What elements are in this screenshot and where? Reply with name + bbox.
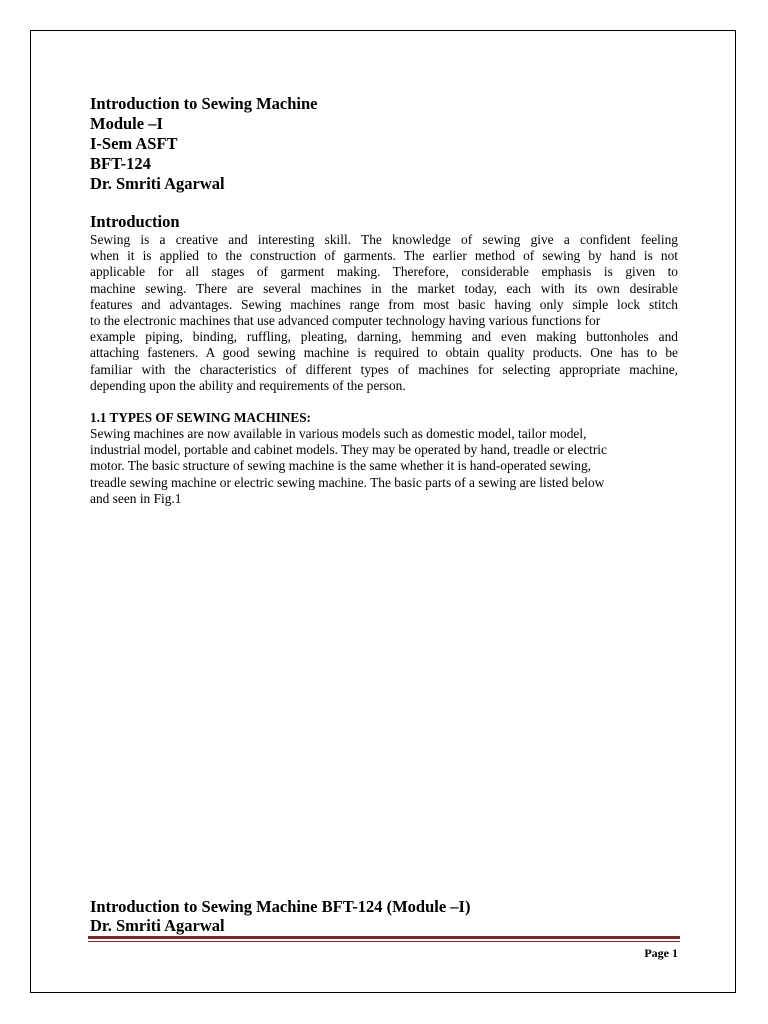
types-paragraph xyxy=(90,426,678,507)
footer-course-line: Introduction to Sewing Machine BFT-124 (Module –I) xyxy=(90,897,471,916)
paragraph-line: Sewing machines are now available in various models such as domestic model, tailor model, xyxy=(90,426,587,442)
document-title-block xyxy=(90,94,678,194)
paragraph-line: Sewing is a creative and interesting skill. The knowledge of sewing give a confident feeling xyxy=(90,232,678,247)
types-of-sewing-machines-heading: 1.1 TYPES OF SEWING MACHINES: xyxy=(90,410,311,426)
course-title: Introduction to Sewing Machine xyxy=(90,94,318,113)
footer-divider-thin xyxy=(88,941,680,942)
semester-label: I-Sem ASFT xyxy=(90,134,178,153)
paragraph-line: industrial model, portable and cabinet models. They may be operated by hand, treadle or electric xyxy=(90,442,607,458)
paragraph-line: machine sewing. There are several machines in the market today, each with its own desirable xyxy=(90,280,678,296)
paragraph-line: attaching fasteners. A good sewing machine is required to obtain quality products. One has to be xyxy=(90,345,678,361)
module-label: Module –I xyxy=(90,114,163,133)
page-number: Page 1 xyxy=(644,946,678,960)
paragraph-line: and seen in Fig.1 xyxy=(90,490,182,506)
paragraph-line: features and advantages. Sewing machines range from most basic having only simple lock stitch xyxy=(90,296,678,312)
document-body xyxy=(90,94,678,507)
paragraph-line: example piping, binding, ruffling, pleating, darning, hemming and even making buttonholes and xyxy=(90,329,678,345)
paragraph-line: when it is applied to the construction of garments. The earlier method of sewing by hand is not xyxy=(90,248,678,264)
paragraph-line: treadle sewing machine or electric sewing machine. The basic parts of a sewing are listed below xyxy=(90,474,605,490)
paragraph-line: applicable for all stages of garment making. Therefore, considerable emphasis is given to xyxy=(90,264,678,280)
paragraph-line: motor. The basic structure of sewing machine is the same whether it is hand-operated sewing, xyxy=(90,458,592,474)
author-name: Dr. Smriti Agarwal xyxy=(90,174,225,193)
footer-divider-thick xyxy=(88,936,680,939)
introduction-heading: Introduction xyxy=(90,212,180,231)
course-code: BFT-124 xyxy=(90,154,151,173)
paragraph-line: depending upon the ability and requirements of the person. xyxy=(90,377,406,393)
footer-author-line: Dr. Smriti Agarwal xyxy=(90,916,225,935)
paragraph-line: to the electronic machines that use advanced computer technology having various functions for xyxy=(90,313,601,329)
paragraph-line: familiar with the characteristics of different types of machines for selecting appropriate machine, xyxy=(90,361,678,377)
footer-title xyxy=(90,897,470,935)
introduction-paragraph xyxy=(90,232,678,394)
